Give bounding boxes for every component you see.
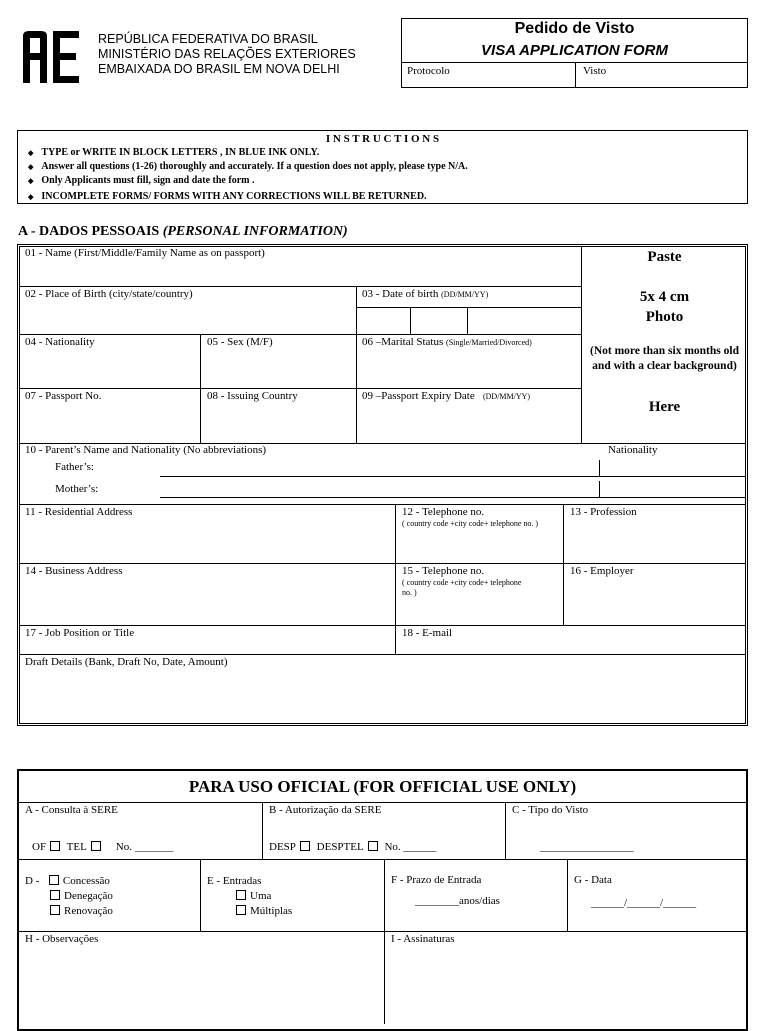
org-line-1: REPÚBLICA FEDERATIVA DO BRASIL — [98, 32, 318, 46]
official-b-options[interactable]: DESP DESPTEL No. ______ — [269, 841, 437, 853]
title-pt: Pedido de Visto — [514, 20, 635, 37]
field-04-nationality[interactable]: 04 - Nationality — [25, 336, 95, 348]
visto-field[interactable]: Visto — [583, 65, 607, 77]
instructions-heading: I N S T R U C T I O N S — [325, 133, 440, 145]
field-12-hint: ( country code +city code+ telephone no. ) — [402, 519, 539, 528]
field-13-profession[interactable]: 13 - Profession — [570, 506, 637, 518]
official-a-label: A - Consulta à SERE — [25, 804, 118, 816]
official-e-block: E - Entradas Uma Múltiplas — [207, 875, 293, 917]
tel-checkbox[interactable] — [91, 841, 101, 851]
field-15-hint: ( country code +city code+ telephone no. ) — [402, 578, 522, 597]
instruction-item: ◆ Answer all questions (1-26) thoroughly and accurately. If a question does not apply, please type N/A. — [28, 161, 468, 172]
official-i-label[interactable]: I - Assinaturas — [391, 933, 455, 945]
org-line-2: MINISTÉRIO DAS RELAÇÕES EXTERIORES — [98, 47, 356, 61]
org-name-block — [98, 32, 356, 77]
photo-here: Here — [648, 399, 681, 415]
official-g-label: G - Data — [574, 874, 612, 886]
photo-size: 5x 4 cm — [639, 289, 690, 305]
desptel-checkbox[interactable] — [368, 841, 378, 851]
desp-checkbox[interactable] — [300, 841, 310, 851]
of-checkbox[interactable] — [50, 841, 60, 851]
field-01-name[interactable]: 01 - Name (First/Middle/Family Name as on passport) — [25, 247, 265, 259]
mother-label: Mother’s: — [55, 483, 99, 495]
field-02-place-of-birth[interactable]: 02 - Place of Birth (city/state/country) — [25, 288, 193, 300]
field-12-telephone[interactable]: 12 - Telephone no. — [402, 506, 485, 518]
field-06-marital-status[interactable]: 06 –Marital Status (Single/Married/Divorced) — [362, 336, 532, 348]
photo-paste: Paste — [647, 249, 682, 265]
instruction-item: ◆ TYPE or WRITE IN BLOCK LETTERS , IN BLUE INK ONLY. — [28, 147, 320, 158]
official-f-label: F - Prazo de Entrada — [391, 874, 482, 886]
photo-label: Photo — [645, 309, 684, 325]
field-09-passport-expiry[interactable]: 09 –Passport Expiry Date (DD/MM/YY) — [362, 390, 531, 402]
title-en: VISA APPLICATION FORM — [481, 42, 668, 59]
renovacao-checkbox[interactable] — [50, 905, 60, 915]
denegacao-checkbox[interactable] — [50, 890, 60, 900]
field-03-date-of-birth[interactable]: 03 - Date of birth (DD/MM/YY) — [362, 288, 489, 300]
field-15-telephone[interactable]: 15 - Telephone no. — [402, 565, 485, 577]
field-07-passport-no[interactable]: 07 - Passport No. — [25, 390, 102, 402]
field-18-email[interactable]: 18 - E-mail — [402, 627, 453, 639]
official-b-label: B - Autorização da SERE — [269, 804, 382, 816]
concessao-checkbox[interactable] — [49, 875, 59, 885]
org-line-3: EMBAIXADA DO BRASIL EM NOVA DELHI — [98, 62, 340, 76]
field-05-sex[interactable]: 05 - Sex (M/F) — [207, 336, 273, 348]
uma-checkbox[interactable] — [236, 890, 246, 900]
section-a-title: A - DADOS PESSOAIS (PERSONAL INFORMATION) — [18, 224, 348, 239]
protocolo-field[interactable]: Protocolo — [407, 65, 450, 77]
official-use-title: PARA USO OFICIAL (FOR OFFICIAL USE ONLY) — [188, 777, 577, 796]
field-14-business-address[interactable]: 14 - Business Address — [25, 565, 123, 577]
father-name-line[interactable] — [160, 476, 746, 477]
field-16-employer[interactable]: 16 - Employer — [570, 565, 634, 577]
field-17-job-position[interactable]: 17 - Job Position or Title — [25, 627, 135, 639]
field-08-issuing-country[interactable]: 08 - Issuing Country — [207, 390, 298, 402]
photo-note: (Not more than six months old and with a clear background) — [590, 345, 739, 372]
ae-logo-icon — [20, 28, 82, 84]
mother-name-line[interactable] — [160, 497, 746, 498]
father-label: Father’s: — [55, 461, 94, 473]
official-h-label[interactable]: H - Observações — [25, 933, 99, 945]
embassy-logo — [20, 28, 82, 84]
official-c-label: C - Tipo do Visto — [512, 804, 589, 816]
field-11-residential-address[interactable]: 11 - Residential Address — [25, 506, 133, 518]
official-f-value[interactable]: ________anos/dias — [415, 895, 500, 907]
instruction-item: ◆ INCOMPLETE FORMS/ FORMS WITH ANY CORRECTIONS WILL BE RETURNED. — [28, 191, 427, 202]
instructions-list — [28, 146, 468, 204]
field-10-nationality-label: Nationality — [608, 444, 658, 456]
instruction-item: ◆ Only Applicants must fill, sign and date the form . — [28, 175, 255, 186]
field-10-parents: 10 - Parent’s Name and Nationality (No abbreviations) — [25, 444, 267, 456]
official-g-value[interactable]: ______/______/______ — [591, 897, 697, 909]
multiplas-checkbox[interactable] — [236, 905, 246, 915]
draft-details-field[interactable]: Draft Details (Bank, Draft No, Date, Amount) — [25, 656, 228, 668]
official-d-block: D - Concessão Denegação Renovação — [25, 875, 113, 917]
official-a-options[interactable]: OF TEL No. _______ — [32, 841, 174, 853]
official-c-line[interactable]: _________________ — [540, 841, 634, 853]
